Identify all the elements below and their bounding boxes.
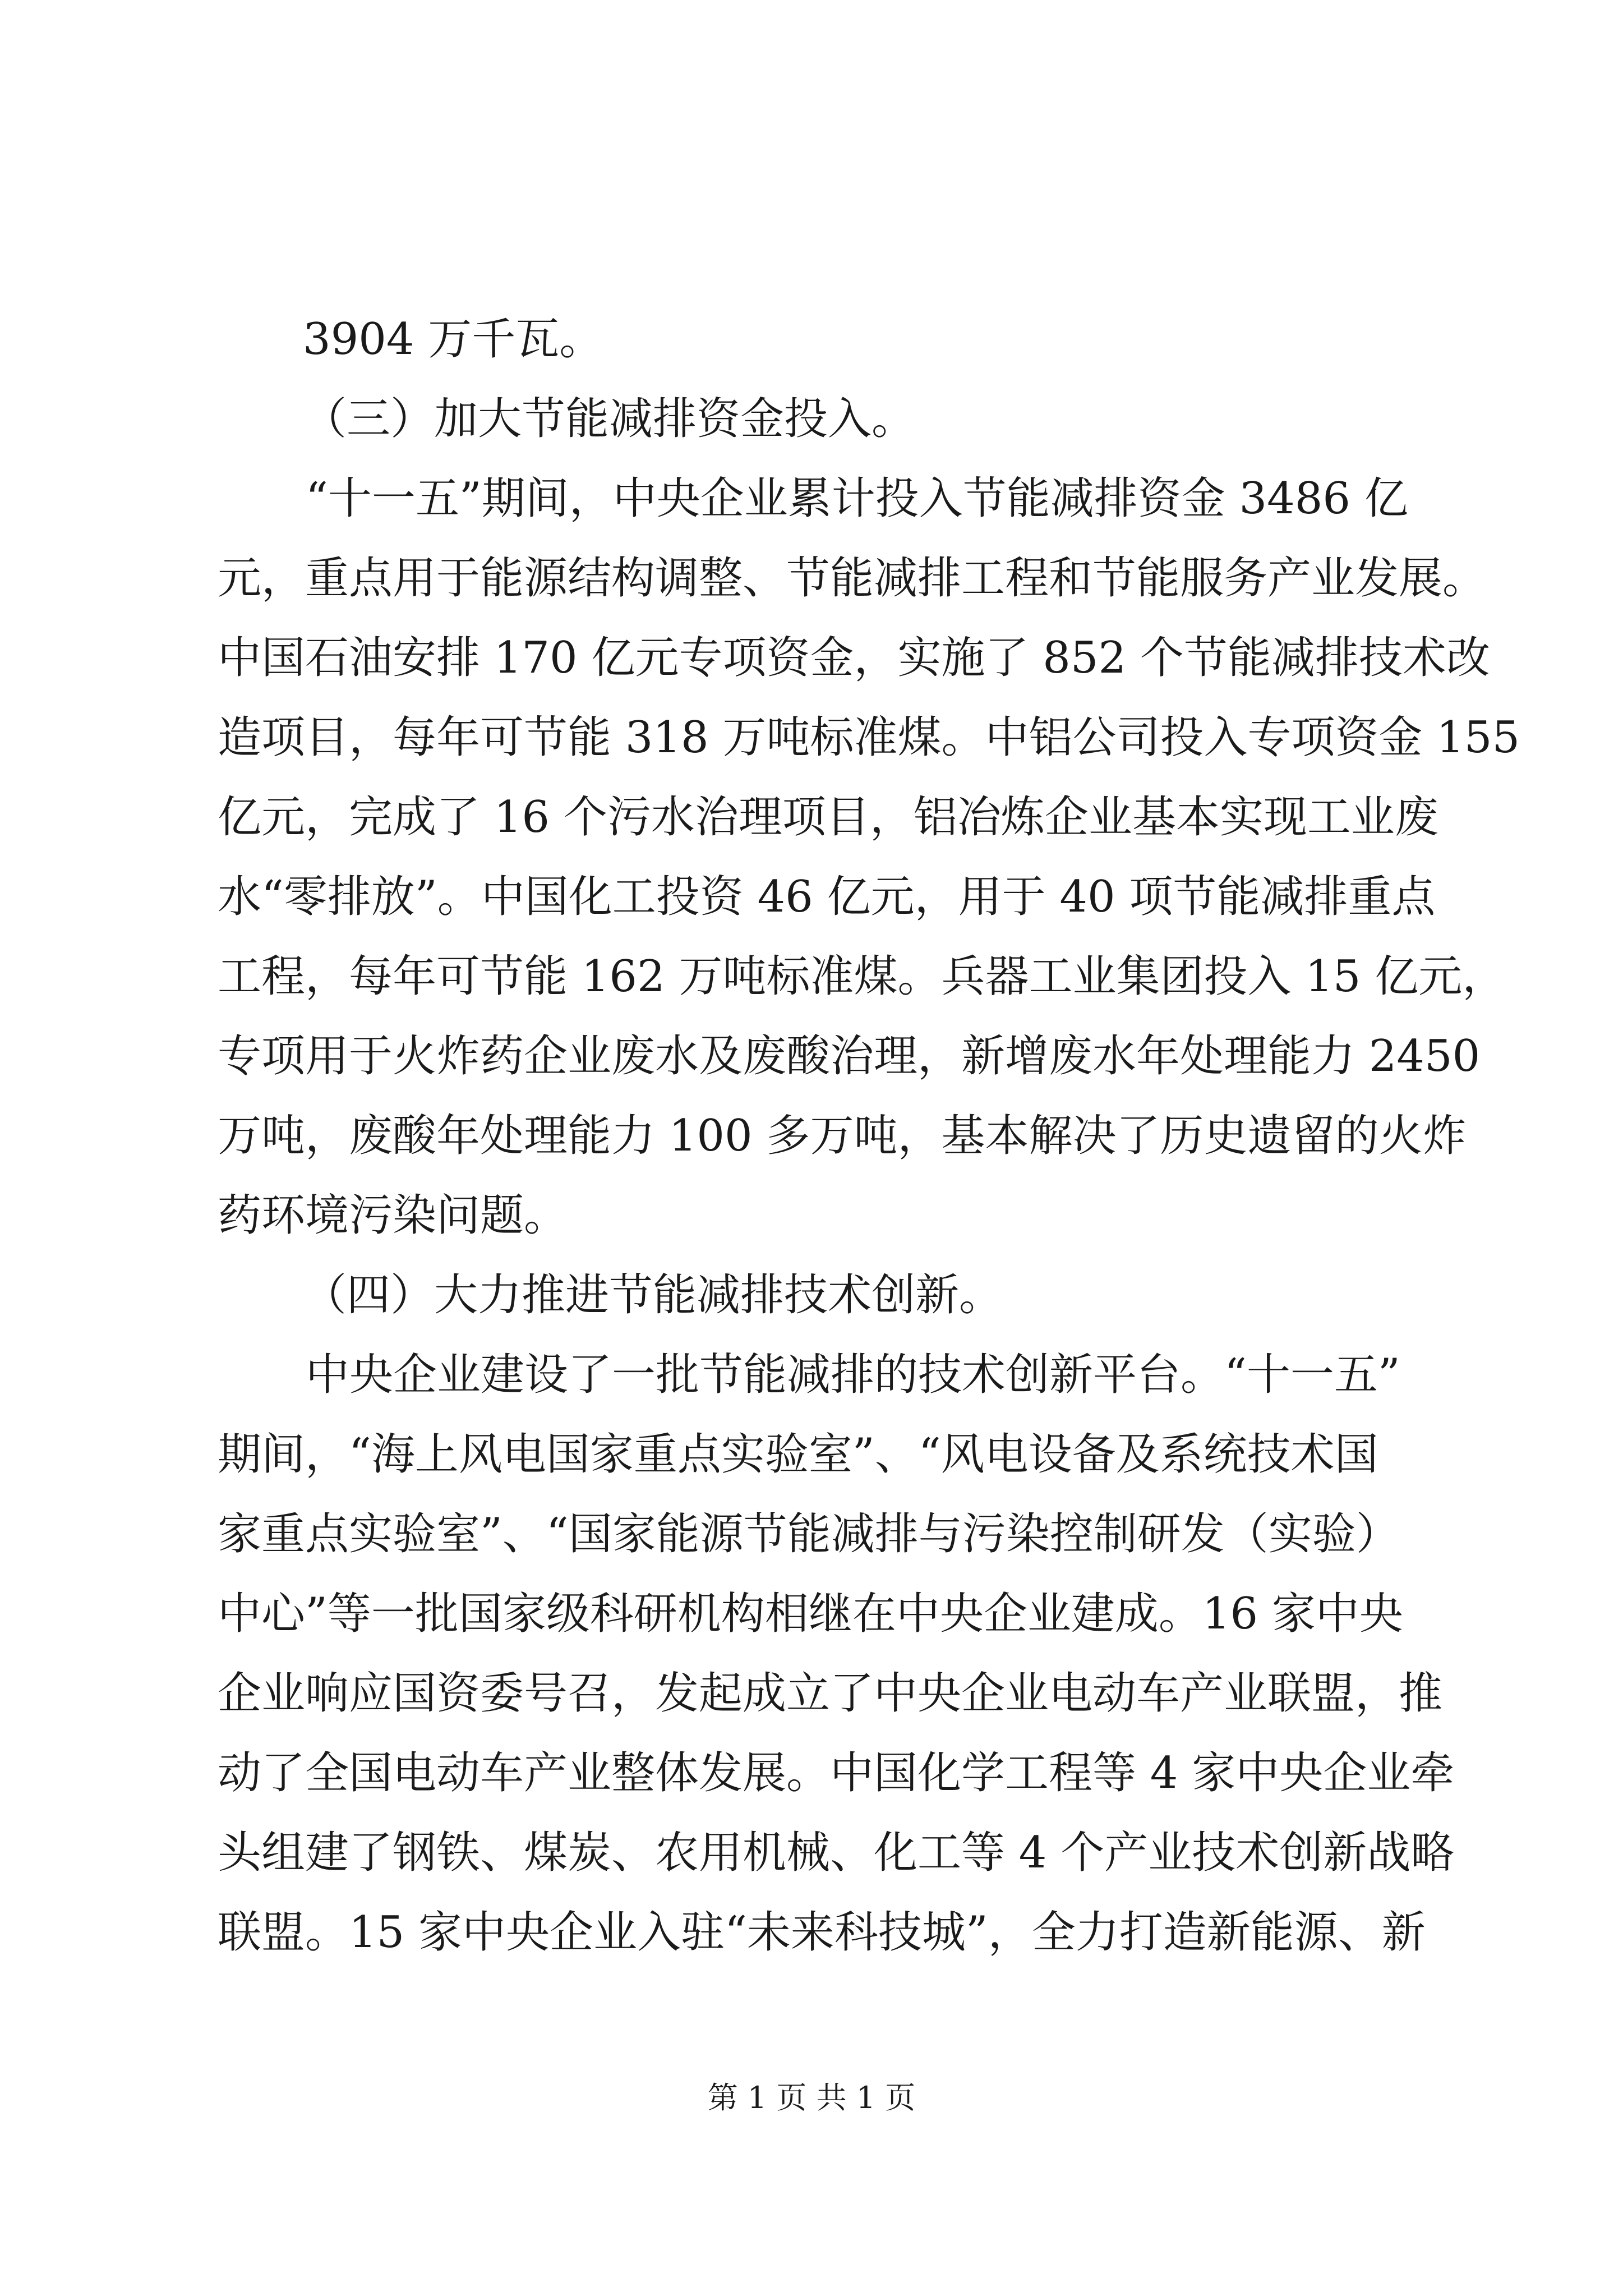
text-line: 水“零排放”。中国化工投资 46 亿元，用于 40 项节能减排重点 — [218, 872, 1436, 922]
text-line: 亿元，完成了 16 个污水治理项目，铝冶炼企业基本实现工业废 — [218, 792, 1438, 843]
section-heading: （四）大力推进节能减排技术创新。 — [303, 1270, 1003, 1320]
text-line: 头组建了钢铁、煤炭、农用机械、化工等 4 个产业技术创新战略 — [218, 1828, 1455, 1878]
text-line: 中心”等一批国家级科研机构相继在中央企业建成。16 家中央 — [218, 1589, 1403, 1639]
text-line: 企业响应国资委号召，发起成立了中央企业电动车产业联盟，推 — [218, 1668, 1443, 1719]
text-line: 中国石油安排 170 亿元专项资金，实施了 852 个节能减排技术改 — [218, 633, 1490, 683]
text-line: 3904 万千瓦。 — [303, 314, 603, 365]
text-line: 联盟。15 家中央企业入驻“未来科技城”，全力打造新能源、新 — [218, 1907, 1426, 1958]
text-line: 万吨，废酸年处理能力 100 多万吨，基本解决了历史遗留的火炸 — [218, 1111, 1467, 1161]
text-line: 药环境污染问题。 — [218, 1190, 568, 1241]
text-line: 造项目，每年可节能 318 万吨标准煤。中铝公司投入专项资金 155 — [218, 712, 1520, 763]
text-line: 元，重点用于能源结构调整、节能减排工程和节能服务产业发展。 — [218, 553, 1487, 604]
section-heading: （三）加大节能减排资金投入。 — [303, 394, 916, 444]
text-line: “十一五”期间，中央企业累计投入节能减排资金 3486 亿 — [306, 473, 1408, 524]
text-line: 中央企业建设了一批节能减排的技术创新平台。“十一五” — [306, 1350, 1400, 1400]
page-footer: 第 1 页 共 1 页 — [707, 2080, 916, 2115]
text-line: 家重点实验室”、“国家能源节能减排与污染控制研发（实验） — [218, 1509, 1400, 1559]
text-line: 期间，“海上风电国家重点实验室”、“风电设备及系统技术国 — [218, 1429, 1378, 1480]
text-line: 动了全国电动车产业整体发展。中国化学工程等 4 家中央企业牵 — [218, 1748, 1455, 1798]
text-line: 工程，每年可节能 162 万吨标准煤。兵器工业集团投入 15 亿元， — [218, 951, 1506, 1002]
text-line: 专项用于火炸药企业废水及废酸治理，新增废水年处理能力 2450 — [218, 1031, 1481, 1082]
